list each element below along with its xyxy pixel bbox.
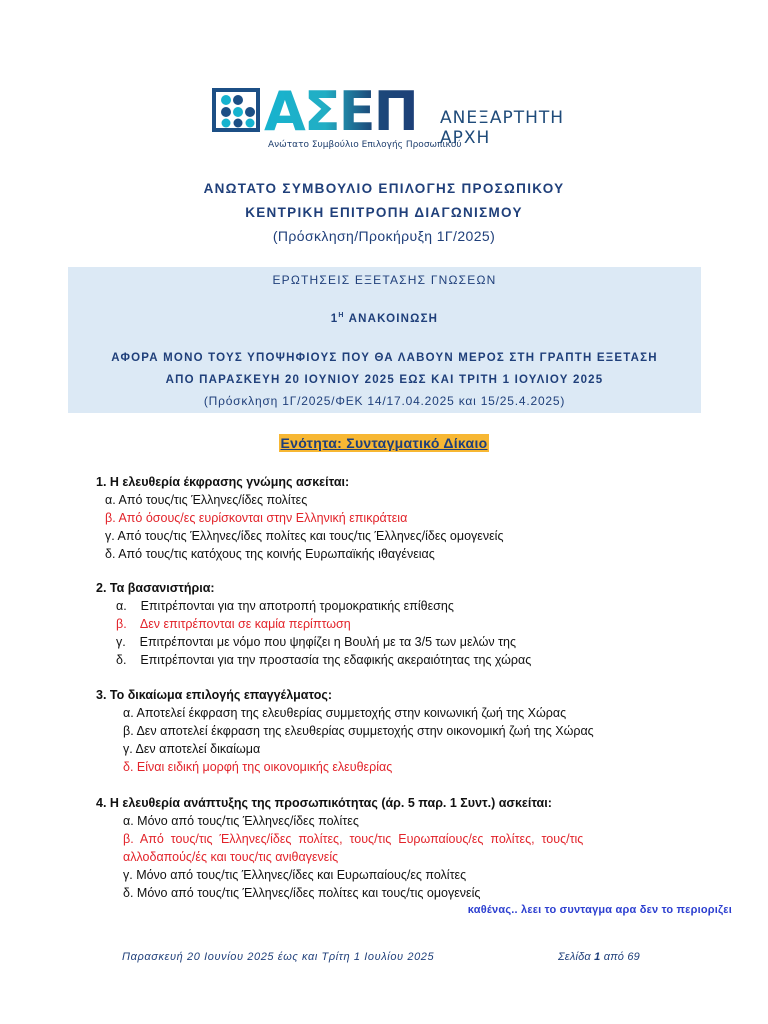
option-d-correct: δ. Είναι ειδική μορφή της οικονομικής ελευθερίας <box>123 760 393 774</box>
option-d: δ. Μόνο από τους/τις Έλληνες/ίδες πολίτες και τους/τις ομογενείς <box>123 886 481 900</box>
logo-side-line1: ΑΝΕΞΑΡΤΗΤΗ <box>440 108 565 128</box>
box-line2-text: ΑΝΑΚΟΙΝΩΣΗ <box>344 313 439 325</box>
header-line1: ΑΝΩΤΑΤΟ ΣΥΜΒΟΥΛΙΟ ΕΠΙΛΟΓΗΣ ΠΡΟΣΩΠΙΚΟΥ <box>203 181 565 196</box>
option-c: γ. Μόνο από τους/τις Έλληνες/ίδες και Ευρωπαίους/ες πολίτες <box>123 868 467 882</box>
logo-wordmark: ΑΣΕΠ <box>264 80 417 143</box>
footer-page <box>558 951 640 963</box>
logo-side-line2: ΑΡΧΗ <box>440 128 491 148</box>
header-line2: ΚΕΝΤΡΙΚΗ ΕΠΙΤΡΟΠΗ ΔΙΑΓΩΝΙΣΜΟΥ <box>245 205 523 220</box>
page-prefix: Σελίδα <box>558 951 595 963</box>
option-b-correct: β. Δεν επιτρέπονται σε καμία περίπτωση <box>116 617 351 631</box>
asep-mark-icon <box>210 86 262 134</box>
section-title <box>0 435 768 453</box>
option-c: γ. Επιτρέπονται με νόμο που ψηφίζει η Βουλή με τα 3/5 των μελών της <box>116 635 516 649</box>
option-a: α. Μόνο από τους/τις Έλληνες/ίδες πολίτες <box>123 814 359 828</box>
question-4 <box>96 794 700 902</box>
logo-side-text <box>440 108 564 148</box>
question-title: 3. Το δικαίωμα επιλογής επαγγέλματος: <box>96 688 333 702</box>
header-line3: (Πρόσκληση/Προκήρυξη 1Γ/2025) <box>272 228 496 244</box>
question-2 <box>96 579 531 669</box>
box-line3: ΑΦΟΡΑ ΜΟΝΟ ΤΟΥΣ ΥΠΟΨΗΦΙΟΥΣ ΠΟΥ ΘΑ ΛΑΒΟΥΝ ΜΕΡΟΣ ΣΤΗ ΓΡΑΠΤΗ ΕΞΕΤΑΣΗ <box>111 352 658 364</box>
page-number: 1 <box>594 951 601 963</box>
question-3 <box>96 686 594 776</box>
logo-subtitle: Ανώτατο Συμβούλιο Επιλογής Προσωπικού <box>268 140 462 150</box>
question-title: 2. Τα βασανιστήρια: <box>96 581 215 595</box>
announcement-box <box>68 267 701 413</box>
box-line5: (Πρόσκληση 1Γ/2025/ΦΕΚ 14/17.04.2025 και 15/25.4.2025) <box>203 394 566 408</box>
box-line2-sup: Η <box>338 312 345 319</box>
option-d: δ. Από τους/τις κατόχους της κοινής Ευρωπαϊκής ιθαγένειας <box>105 547 435 561</box>
option-b-correct-cont: αλλοδαπούς/ές και τους/τις ανιθαγενείς <box>123 850 339 864</box>
footer-date: Παρασκευή 20 Ιουνίου 2025 έως και Τρίτη 1 Ιουλίου 2025 <box>122 951 435 963</box>
box-line2-num: 1 <box>330 313 339 325</box>
box-line4: ΑΠΟ ΠΑΡΑΣΚΕΥΗ 20 ΙΟΥΝΙΟΥ 2025 ΕΩΣ ΚΑΙ ΤΡΙΤΗ 1 ΙΟΥΛΙΟΥ 2025 <box>165 374 604 386</box>
asep-logo <box>210 80 570 156</box>
option-b-correct: β. Από τους/τις Έλληνες/ίδες πολίτες, τους/τις Ευρωπαίους/ες πολίτες, τους/τις <box>123 832 584 846</box>
page-total: 69 <box>627 951 640 963</box>
question-title: 4. Η ελευθερία ανάπτυξης της προσωπικότητας (άρ. 5 παρ. 1 Συντ.) ασκείται: <box>96 796 552 810</box>
box-line2 <box>68 312 701 325</box>
option-b-correct: β. Από όσους/ες ευρίσκονται στην Ελληνική επικράτεια <box>105 511 408 525</box>
option-d: δ. Επιτρέπονται για την προστασία της εδαφικής ακεραιότητας της χώρας <box>116 653 532 667</box>
question-title: 1. Η ελευθερία έκφρασης γνώμης ασκείται: <box>96 475 350 489</box>
page-mid: από <box>600 951 628 963</box>
option-a: α. Αποτελεί έκφραση της ελευθερίας συμμετοχής στην κοινωνική ζωή της Χώρας <box>123 706 567 720</box>
option-a: α. Επιτρέπονται για την αποτροπή τρομοκρατικής επίθεσης <box>116 599 454 613</box>
section-title-text: Ενότητα: Συνταγματικό Δίκαιο <box>280 435 488 451</box>
option-b: β. Δεν αποτελεί έκφραση της ελευθερίας συμμετοχής στην οικονομική ζωή της Χώρας <box>123 724 594 738</box>
option-a: α. Από τους/τις Έλληνες/ίδες πολίτες <box>105 493 308 507</box>
option-c: γ. Από τους/τις Έλληνες/ίδες πολίτες και τους/τις Έλληνες/ίδες ομογενείς <box>105 529 504 543</box>
box-line1: ΕΡΩΤΗΣΕΙΣ ΕΞΕΤΑΣΗΣ ΓΝΩΣΕΩΝ <box>272 273 497 287</box>
question-1 <box>96 473 504 563</box>
option-c: γ. Δεν αποτελεί δικαίωμα <box>123 742 261 756</box>
user-annotation: καθένας.. λεει το συνταγμα αρα δεν το περιοριζει <box>467 904 732 916</box>
